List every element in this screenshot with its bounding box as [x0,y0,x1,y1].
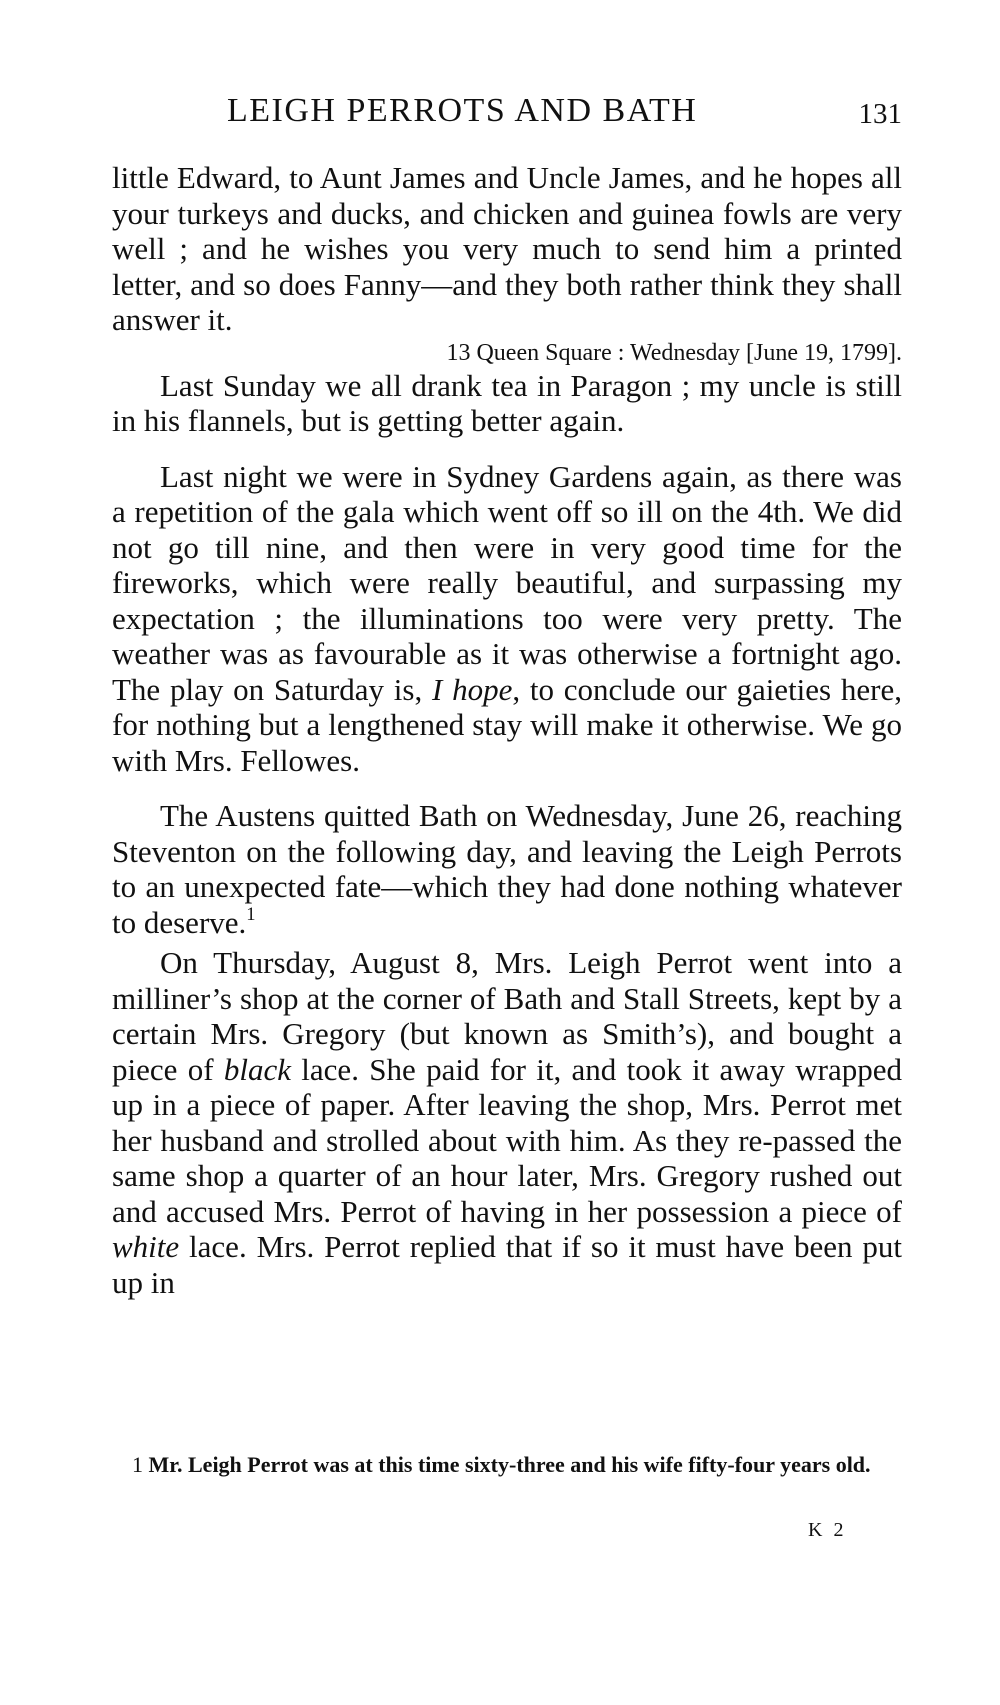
footnote [112,1450,902,1479]
footnote-mark: 1 [132,1452,143,1477]
paragraph-last-sunday: Last Sunday we all drank tea in Paragon ; my uncle is still in his flannels, but is getting better again. [112,367,902,438]
running-title: LEIGH PERROTS AND BATH [227,92,698,129]
paragraph-sydney-gardens: Last night we were in Sydney Gardens again, as there was a repetition of the gala which went off so ill on the 4th. We did not go till nine, and then were in very good time for the fireworks, which were really beautiful, and surpassing my expectation ; the illuminations too were very pretty. The weather was as favourable as it was otherwise a fortnight ago. The play on Saturday is, I hope, to conclude our gaieties here, for nothing but a lengthened stay will make it otherwise. We go with Mrs. Fellowes. [112,458,902,778]
paragraph-austens-quitted-bath: The Austens quitted Bath on Wednesday, June 26, reaching Steventon on the following day, and leaving the Leigh Perrots to an unexpected fate—which they had done nothing whatever to deserve.$^1$ [112,798,902,940]
page-number: 131 [858,98,902,130]
footnote-reference: 1 [246,903,256,925]
page-header [112,92,902,142]
emphasis-black: black [223,1051,291,1087]
footnote-text: Mr. Leigh Perrot was at this time sixty-three and his wife fifty-four years old. [148,1452,871,1477]
printer-signature-mark: K 2 [808,1519,847,1541]
paragraph-letter-continuation: little Edward, to Aunt James and Uncle James, and he hopes all your turkeys and ducks, and chicken and guinea fowls are very well ; and he wishes you very much to send him a printed letter, and so does Fanny—and they both rather think they shall answer it. [112,160,902,337]
letter-dateline: 13 Queen Square : Wednesday [June 19, 1799]. [446,339,902,366]
emphasis-i-hope: I hope [431,671,513,707]
paragraph-milliner-shop: On Thursday, August 8, Mrs. Leigh Perrot went into a milliner’s shop at the corner of Bath and Stall Streets, kept by a certain Mrs. Gregory (but known as Smith’s), and bought a piece of black lace. She paid for it, and took it away wrapped up in a piece of paper. After leaving the shop, Mrs. Perrot met her husband and strolled about with him. As they re-passed the same shop a quarter of an hour later, Mrs. Gregory rushed out and accused Mrs. Perrot of having in her possession a piece of white lace. Mrs. Perrot replied that if so it must have been put up in [112,945,902,1300]
emphasis-white: white [112,1229,180,1264]
body-text [112,160,902,1300]
